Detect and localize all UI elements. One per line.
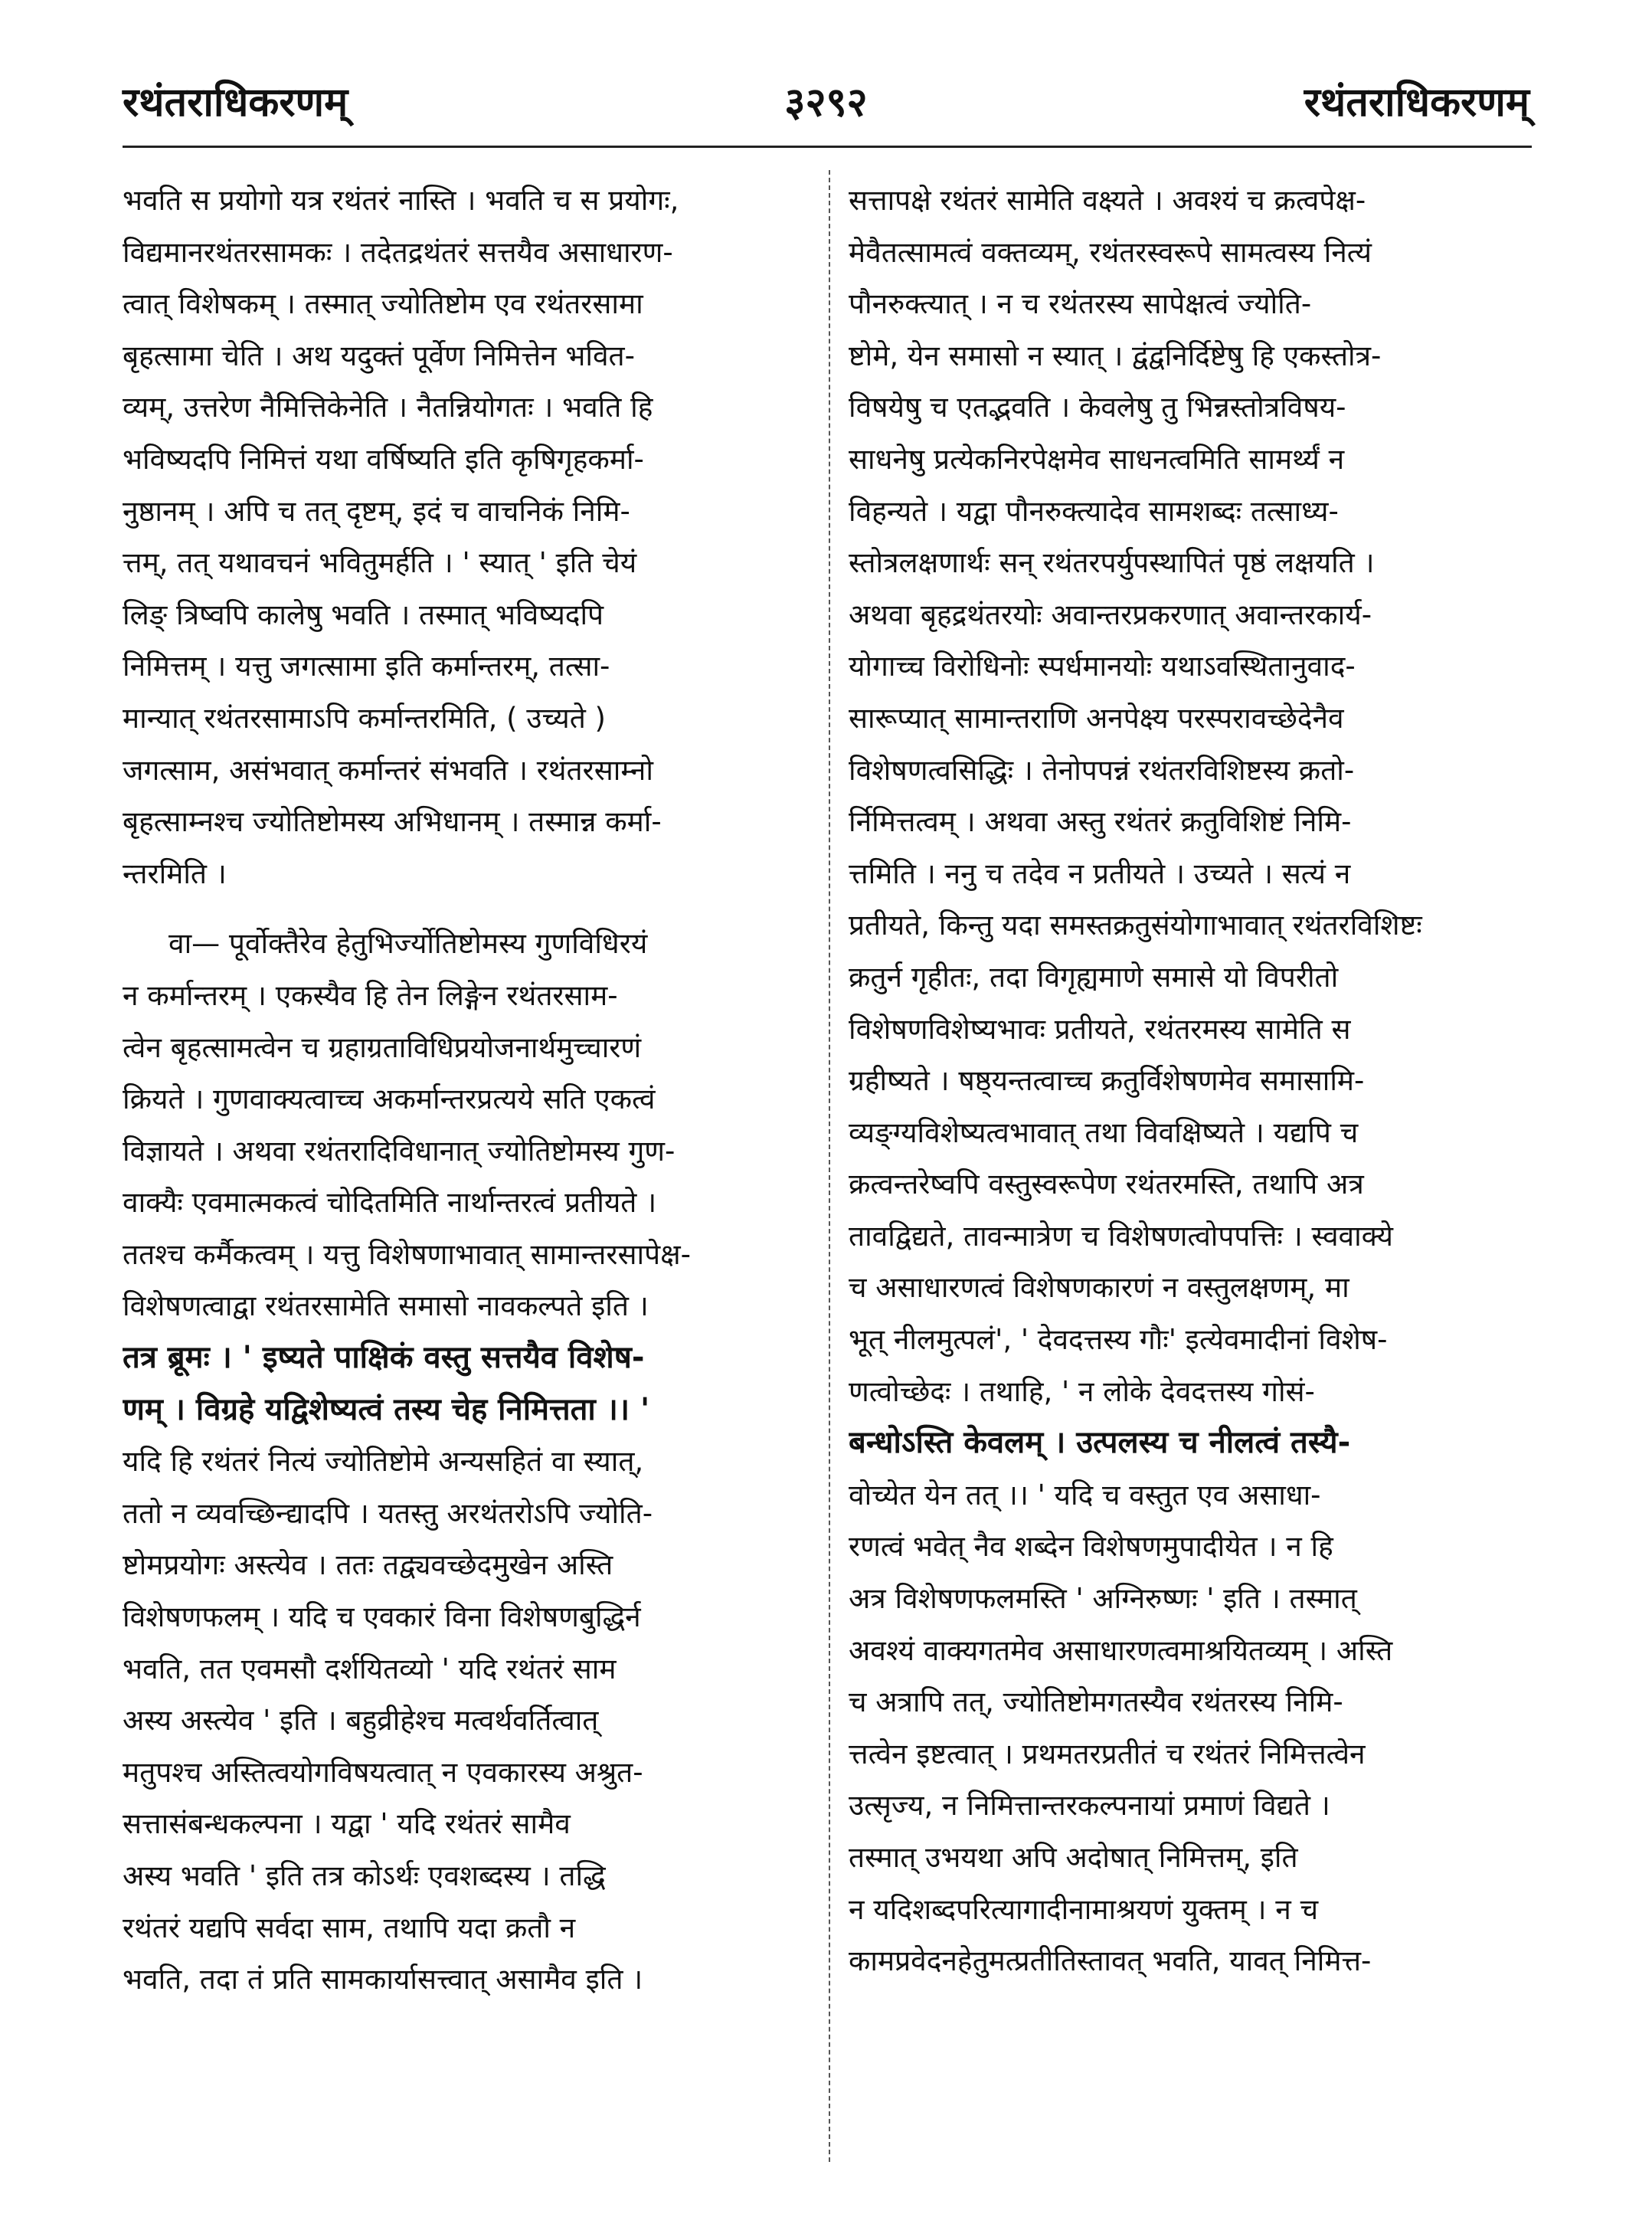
verse-line: बन्धोऽस्ति केवलम् । उत्पलस्य च नीलत्वं तस्यै-: [849, 1425, 1351, 1461]
text-line: साधनेषु प्रत्येकनिरपेक्षमेव साधनत्वमिति सामर्थ्यं न: [849, 442, 1345, 476]
text-line: विज्ञायते । अथवा रथंतरादिविधानात् ज्योतिष्टोमस्य गुण-: [123, 1134, 676, 1168]
text-line: पौनरुक्त्यात् । न च रथंतरस्य सापेक्षत्वं ज्योति-: [849, 287, 1312, 321]
text-line: नुष्ठानम् । अपि च तत् दृष्टम्, इदं च वाचनिकं निमि-: [123, 494, 630, 528]
running-title-left: रथंतराधिकरणम्: [123, 80, 348, 126]
text-line: ष्टोमे, येन समासो न स्यात् । द्वंद्वनिर्दिष्टेषु हि एकस्तोत्र-: [849, 339, 1382, 372]
text-line: रथंतरं यद्यपि सर्वदा साम, तथापि यदा क्रतौ न: [123, 1911, 576, 1944]
text-line: भवति, तदा तं प्रति सामकार्यासत्त्वात् असामैव इति ।: [123, 1963, 643, 1996]
text-line: त्वात् विशेषकम् । तस्मात् ज्योतिष्टोम एव रथंतरसामा: [123, 287, 643, 321]
text-line: त्तमिति । ननु च तदेव न प्रतीयते । उच्यते । सत्यं न: [849, 857, 1351, 890]
text-line: न कर्मान्तरम् । एकस्यैव हि तेन लिङ्गेन रथंतरसाम-: [123, 978, 618, 1012]
text-line: अथवा बृहद्रथंतरयोः अवान्तरप्रकरणात् अवान्तरकार्य-: [849, 598, 1372, 631]
verse-line: णम् । विग्रहे यद्विशेष्यत्वं तस्य चेह निमित्तता ।। ': [123, 1391, 650, 1427]
text-line: मेवैतत्सामत्वं वक्तव्यम्, रथंतरस्वरूपे सामत्वस्य नित्यं: [849, 235, 1372, 269]
text-line: जगत्साम, असंभवात् कर्मान्तरं संभवति । रथंतरसाम्नो: [123, 753, 653, 787]
text-line: र्निमित्तत्वम् । अथवा अस्तु रथंतरं क्रतुविशिष्टं निमि-: [849, 805, 1352, 839]
text-line: तावद्विद्यते, तावन्मात्रेण च विशेषणत्वोपपत्तिः । स्ववाक्ये: [849, 1219, 1393, 1253]
page-number: ३२९२: [784, 80, 868, 126]
text-line: च अत्रापि तत्, ज्योतिष्टोमगतस्यैव रथंतरस्य निमि-: [849, 1685, 1343, 1719]
text-line: क्रियते । गुणवाक्यत्वाच्च अकर्मान्तरप्रत्यये सति एकत्वं: [123, 1083, 656, 1116]
text-line: बृहत्साम्नश्च ज्योतिष्टोमस्य अभिधानम् । तस्मान्न कर्मा-: [123, 805, 662, 839]
text-line: अस्य भवति ' इति तत्र कोऽर्थः एवशब्दस्य । तद्धि: [123, 1859, 606, 1892]
text-line: क्रत्वन्तरेष्वपि वस्तुस्वरूपेण रथंतरमस्ति, तथापि अत्र: [849, 1168, 1364, 1201]
text-line: सारूप्यात् सामान्तराणि अनपेक्ष्य परस्परावच्छेदेनैव: [849, 701, 1344, 735]
text-line: रणत्वं भवेत् नैव शब्देन विशेषणमुपादीयेत । न हि: [849, 1530, 1333, 1564]
text-line: अवश्यं वाक्यगतमेव असाधारणत्वमाश्रयितव्यम् । अस्ति: [849, 1633, 1393, 1667]
running-title-right: रथंतराधिकरणम्: [1304, 80, 1529, 126]
text-line: भवति, तत एवमसौ दर्शयितव्यो ' यदि रथंतरं साम: [123, 1652, 617, 1685]
text-line: उत्सृज्य, न निमित्तान्तरकल्पनायां प्रमाणं विद्यते ।: [849, 1789, 1330, 1823]
text-line: ष्टोमप्रयोगः अस्त्येव । ततः तद्व्यवच्छेदमुखेन अस्ति: [123, 1548, 613, 1582]
text-line: त्तम्, तत् यथावचनं भवितुमर्हति । ' स्यात् ' इति चेयं: [123, 546, 637, 580]
text-line: विशेषणफलम् । यदि च एवकारं विना विशेषणबुद्धिर्न: [123, 1600, 641, 1634]
text-line: न यदिशब्दपरित्यागादीनामाश्रयणं युक्तम् । न च: [849, 1892, 1319, 1926]
text-line: वाक्यैः एवमात्मकत्वं चोदितमिति नार्थान्तरत्वं प्रतीयते ।: [123, 1186, 657, 1220]
text-line: न्तरमिति ।: [123, 857, 227, 890]
text-line: च असाधारणत्वं विशेषणकारणं न वस्तुलक्षणम्, मा: [849, 1271, 1349, 1305]
text-line: व्यङ्ग्यविशेष्यत्वभावात् तथा विवक्षिष्यते । यद्यपि च: [849, 1115, 1359, 1149]
right-column: [849, 175, 1538, 1987]
column-divider: [829, 170, 830, 2162]
text-line: मतुपश्च अस्तित्वयोगविषयत्वात् न एवकारस्य अश्रुत-: [123, 1755, 643, 1789]
text-line: त्वेन बृहत्सामत्वेन च ग्रहाग्रताविधिप्रयोजनार्थमुच्चारणं: [123, 1030, 642, 1064]
text-line: सत्तासंबन्धकल्पना । यद्वा ' यदि रथंतरं सामैव: [123, 1807, 571, 1841]
text-line: व्यम्, उत्तरेण नैमित्तिकेनेति । नैतन्नियोगतः । भवति हि: [123, 391, 653, 424]
text-line: ततो न व्यवच्छिन्द्यादपि । यतस्तु अरथंतरोऽपि ज्योति-: [123, 1496, 653, 1530]
text-line: वोच्येत येन तत् ।। ' यदि च वस्तुत एव असाधा-: [849, 1478, 1321, 1512]
text-line: बृहत्सामा चेति । अथ यदुक्तं पूर्वेण निमित्तेन भवित-: [123, 339, 635, 372]
text-line: क्रतुर्न गृहीतः, तदा विगृह्यमाणे समासे यो विपरीतो: [849, 960, 1339, 994]
header-rule: [123, 146, 1532, 148]
text-line: भवति स प्रयोगो यत्र रथंतरं नास्ति । भवति च स प्रयोगः,: [123, 184, 679, 217]
left-column: [123, 175, 812, 2006]
page-header: [0, 74, 1652, 135]
text-line: विहन्यते । यद्वा पौनरुक्त्यादेव सामशब्दः तत्साध्य-: [849, 494, 1339, 528]
text-line: निमित्तम् । यत्तु जगत्सामा इति कर्मान्तरम्, तत्सा-: [123, 650, 610, 683]
text-line: प्रतीयते, किन्तु यदा समस्तक्रतुसंयोगाभावात् रथंतरविशिष्टः: [849, 909, 1422, 942]
verse-line: तत्र ब्रूमः । ' इष्यते पाक्षिकं वस्तु सत्तयैव विशेष-: [123, 1340, 645, 1376]
text-line: अस्य अस्त्येव ' इति । बहुव्रीहेश्च मत्वर्थवर्तित्वात्: [123, 1704, 599, 1738]
text-line: मान्यात् रथंतरसामाऽपि कर्मान्तरमिति, ( उच्यते ): [123, 701, 606, 735]
text-line: भूत् नीलमुत्पलं', ' देवदत्तस्य गौः' इत्येवमादीनां विशेष-: [849, 1323, 1388, 1357]
text-line: यदि हि रथंतरं नित्यं ज्योतिष्टोमे अन्यसहितं वा स्यात्,: [123, 1445, 644, 1479]
paragraph-start-line: वा— पूर्वोक्तैरेव हेतुभिर्ज्योतिष्टोमस्य गुणविधिरयं: [168, 927, 648, 961]
text-line: योगाच्च विरोधिनोः स्पर्धमानयोः यथाऽवस्थितानुवाद-: [849, 650, 1356, 683]
text-line: विशेषणत्वसिद्धिः । तेनोपपन्नं रथंतरविशिष्टस्य क्रतो-: [849, 753, 1355, 787]
text-line: णत्वोच्छेदः । तथाहि, ' न लोके देवदत्तस्य गोसं-: [849, 1374, 1315, 1408]
text-line: कामप्रवेदनहेतुमत्प्रतीतिस्तावत् भवति, यावत् निमित्त-: [849, 1944, 1372, 1978]
text-line: अत्र विशेषणफलमस्ति ' अग्निरुष्णः ' इति । तस्मात्: [849, 1582, 1357, 1616]
text-line: ग्रहीष्यते । षष्ठ्यन्तत्वाच्च क्रतुर्विशेषणमेव समासामि-: [849, 1064, 1365, 1098]
text-line: विद्यमानरथंतरसामकः । तदेतद्रथंतरं सत्तयैव असाधारण-: [123, 235, 673, 269]
text-line: तस्मात् उभयथा अपि अदोषात् निमित्तम्, इति: [849, 1841, 1298, 1874]
text-line: भविष्यदपि निमित्तं यथा वर्षिष्यति इति कृषिगृहकर्मा-: [123, 442, 644, 476]
text-line: स्तोत्रलक्षणार्थः सन् रथंतरपर्युपस्थापितं पृष्ठं लक्षयति ।: [849, 546, 1375, 580]
text-line: विशेषणविशेष्यभावः प्रतीयते, रथंतरमस्य सामेति स: [849, 1012, 1351, 1046]
text-line: सत्तापक्षे रथंतरं सामेति वक्ष्यते । अवश्यं च क्रत्वपेक्ष-: [849, 184, 1366, 217]
text-line: लिङ् त्रिष्वपि कालेषु भवति । तस्मात् भविष्यदपि: [123, 598, 604, 631]
text-line: त्तत्वेन इष्टत्वात् । प्रथमतरप्रतीतं च रथंतरं निमित्तत्वेन: [849, 1737, 1366, 1770]
text-line: ततश्च कर्मैकत्वम् । यत्तु विशेषणाभावात् सामान्तरसापेक्ष-: [123, 1237, 692, 1271]
text-line: विशेषणत्वाद्वा रथंतरसामेति समासो नावकल्पते इति ।: [123, 1289, 649, 1323]
text-line: विषयेषु च एतद्भवति । केवलेषु तु भिन्नस्तोत्रविषय-: [849, 391, 1346, 424]
